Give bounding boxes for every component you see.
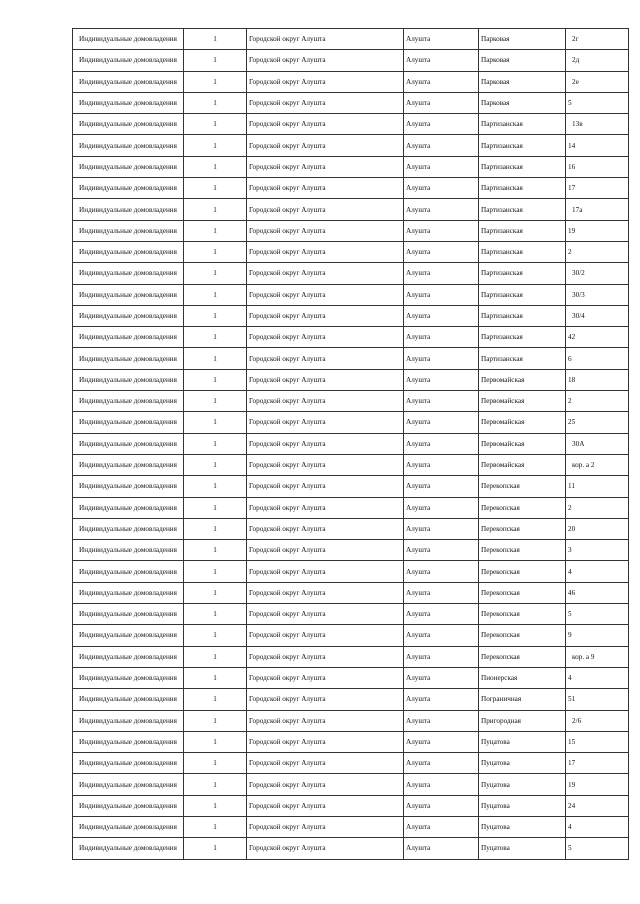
cell-city: Алушта [404,348,479,369]
cell-building-type: Индивидуальные домовладения [73,774,184,795]
cell-district: Городской округ Алушта [247,816,404,837]
cell-house-number: 2г [566,29,629,50]
table-row [73,178,629,199]
cell-district: Городской округ Алушта [247,561,404,582]
cell-quantity: 1 [184,135,247,156]
cell-city: Алушта [404,838,479,859]
cell-district: Городской округ Алушта [247,369,404,390]
cell-house-number: 6 [566,348,629,369]
cell-quantity: 1 [184,220,247,241]
table-row [73,774,629,795]
cell-house-number: 15 [566,731,629,752]
cell-house-number: 30А [566,433,629,454]
cell-house-number: 3 [566,540,629,561]
cell-city: Алушта [404,92,479,113]
cell-street: Парковая [479,92,566,113]
cell-building-type: Индивидуальные домовладения [73,795,184,816]
cell-building-type: Индивидуальные домовладения [73,178,184,199]
cell-house-number: 30/3 [566,284,629,305]
cell-city: Алушта [404,540,479,561]
cell-quantity: 1 [184,156,247,177]
table-row [73,92,629,113]
cell-quantity: 1 [184,646,247,667]
cell-street: Партизанская [479,327,566,348]
table-row [73,582,629,603]
cell-street: Партизанская [479,199,566,220]
cell-street: Пуцатова [479,838,566,859]
cell-city: Алушта [404,753,479,774]
cell-building-type: Индивидуальные домовладения [73,816,184,837]
cell-quantity: 1 [184,667,247,688]
cell-quantity: 1 [184,263,247,284]
cell-city: Алушта [404,667,479,688]
table-row [73,114,629,135]
table-row [73,689,629,710]
table-row [73,731,629,752]
cell-building-type: Индивидуальные домовладения [73,497,184,518]
cell-district: Городской округ Алушта [247,220,404,241]
cell-quantity: 1 [184,71,247,92]
cell-city: Алушта [404,327,479,348]
cell-building-type: Индивидуальные домовладения [73,454,184,475]
table-row [73,29,629,50]
cell-house-number: 2д [566,50,629,71]
cell-street: Партизанская [479,156,566,177]
cell-house-number: 20 [566,518,629,539]
cell-street: Перекопская [479,604,566,625]
cell-building-type: Индивидуальные домовладения [73,433,184,454]
cell-quantity: 1 [184,412,247,433]
cell-house-number: 5 [566,92,629,113]
cell-building-type: Индивидуальные домовладения [73,604,184,625]
table-row [73,518,629,539]
cell-street: Первомайская [479,369,566,390]
table-row [73,454,629,475]
cell-city: Алушта [404,689,479,710]
cell-building-type: Индивидуальные домовладения [73,518,184,539]
table-row [73,667,629,688]
cell-quantity: 1 [184,178,247,199]
cell-district: Городской округ Алушта [247,625,404,646]
address-table [72,28,629,860]
cell-district: Городской округ Алушта [247,731,404,752]
cell-district: Городской округ Алушта [247,391,404,412]
cell-house-number: 24 [566,795,629,816]
cell-building-type: Индивидуальные домовладения [73,625,184,646]
table-row [73,476,629,497]
cell-quantity: 1 [184,327,247,348]
cell-building-type: Индивидуальные домовладения [73,540,184,561]
table-row [73,753,629,774]
cell-district: Городской округ Алушта [247,497,404,518]
cell-district: Городской округ Алушта [247,284,404,305]
cell-district: Городской округ Алушта [247,114,404,135]
cell-house-number: 19 [566,220,629,241]
cell-house-number: 30/4 [566,305,629,326]
cell-quantity: 1 [184,348,247,369]
table-row [73,241,629,262]
cell-city: Алушта [404,561,479,582]
table-row [73,284,629,305]
cell-city: Алушта [404,774,479,795]
cell-street: Партизанская [479,220,566,241]
cell-house-number: 4 [566,561,629,582]
cell-building-type: Индивидуальные домовладения [73,391,184,412]
cell-house-number: 14 [566,135,629,156]
cell-quantity: 1 [184,774,247,795]
table-row [73,497,629,518]
cell-building-type: Индивидуальные домовладения [73,412,184,433]
cell-district: Городской округ Алушта [247,156,404,177]
cell-city: Алушта [404,369,479,390]
cell-building-type: Индивидуальные домовладения [73,667,184,688]
table-row [73,348,629,369]
cell-house-number: кор. а 2 [566,454,629,475]
table-row [73,795,629,816]
table-row [73,625,629,646]
cell-quantity: 1 [184,199,247,220]
cell-district: Городской округ Алушта [247,753,404,774]
cell-house-number: 2 [566,241,629,262]
table-row [73,199,629,220]
cell-district: Городской округ Алушта [247,50,404,71]
cell-city: Алушта [404,71,479,92]
cell-quantity: 1 [184,561,247,582]
cell-district: Городской округ Алушта [247,305,404,326]
cell-street: Пионерская [479,667,566,688]
table-row [73,369,629,390]
cell-quantity: 1 [184,604,247,625]
cell-city: Алушта [404,135,479,156]
cell-district: Городской округ Алушта [247,92,404,113]
table-row [73,305,629,326]
cell-street: Первомайская [479,454,566,475]
cell-quantity: 1 [184,816,247,837]
cell-quantity: 1 [184,731,247,752]
cell-street: Пуцатова [479,774,566,795]
cell-street: Пуцатова [479,731,566,752]
cell-district: Городской округ Алушта [247,689,404,710]
table-row [73,220,629,241]
table-row [73,604,629,625]
cell-city: Алушта [404,518,479,539]
cell-quantity: 1 [184,795,247,816]
cell-building-type: Индивидуальные домовладения [73,135,184,156]
cell-building-type: Индивидуальные домовладения [73,838,184,859]
cell-street: Перекопская [479,540,566,561]
cell-building-type: Индивидуальные домовладения [73,561,184,582]
table-row [73,263,629,284]
table-row [73,540,629,561]
cell-street: Партизанская [479,263,566,284]
table-row [73,327,629,348]
cell-quantity: 1 [184,50,247,71]
cell-quantity: 1 [184,284,247,305]
cell-house-number: 18 [566,369,629,390]
cell-building-type: Индивидуальные домовладения [73,753,184,774]
cell-district: Городской округ Алушта [247,241,404,262]
cell-city: Алушта [404,710,479,731]
cell-building-type: Индивидуальные домовладения [73,50,184,71]
cell-street: Партизанская [479,305,566,326]
cell-street: Партизанская [479,348,566,369]
cell-house-number: 2 [566,497,629,518]
cell-district: Городской округ Алушта [247,540,404,561]
cell-city: Алушта [404,305,479,326]
cell-street: Пуцатова [479,816,566,837]
cell-district: Городской округ Алушта [247,518,404,539]
cell-building-type: Индивидуальные домовладения [73,114,184,135]
cell-street: Перекопская [479,561,566,582]
table-row [73,71,629,92]
cell-quantity: 1 [184,29,247,50]
cell-street: Пригородная [479,710,566,731]
cell-building-type: Индивидуальные домовладения [73,29,184,50]
table-row [73,561,629,582]
cell-house-number: 16 [566,156,629,177]
cell-house-number: 46 [566,582,629,603]
cell-district: Городской округ Алушта [247,710,404,731]
cell-house-number: 25 [566,412,629,433]
cell-house-number: 30/2 [566,263,629,284]
cell-district: Городской округ Алушта [247,476,404,497]
cell-quantity: 1 [184,582,247,603]
cell-city: Алушта [404,604,479,625]
cell-street: Пуцатова [479,795,566,816]
cell-house-number: 51 [566,689,629,710]
address-table-body [73,29,629,860]
cell-house-number: 5 [566,604,629,625]
cell-city: Алушта [404,263,479,284]
cell-house-number: 2е [566,71,629,92]
cell-street: Перекопская [479,518,566,539]
cell-city: Алушта [404,114,479,135]
cell-quantity: 1 [184,114,247,135]
cell-street: Первомайская [479,433,566,454]
cell-building-type: Индивидуальные домовладения [73,156,184,177]
cell-building-type: Индивидуальные домовладения [73,220,184,241]
cell-quantity: 1 [184,92,247,113]
cell-quantity: 1 [184,369,247,390]
cell-building-type: Индивидуальные домовладения [73,476,184,497]
cell-street: Парковая [479,29,566,50]
cell-street: Партизанская [479,114,566,135]
cell-district: Городской округ Алушта [247,774,404,795]
cell-house-number: 17 [566,178,629,199]
cell-city: Алушта [404,731,479,752]
cell-city: Алушта [404,433,479,454]
cell-quantity: 1 [184,391,247,412]
cell-district: Городской округ Алушта [247,348,404,369]
cell-city: Алушта [404,284,479,305]
cell-district: Городской округ Алушта [247,433,404,454]
cell-street: Перекопская [479,625,566,646]
cell-city: Алушта [404,220,479,241]
cell-city: Алушта [404,497,479,518]
cell-street: Парковая [479,71,566,92]
cell-house-number: 11 [566,476,629,497]
cell-building-type: Индивидуальные домовладения [73,348,184,369]
cell-building-type: Индивидуальные домовладения [73,646,184,667]
cell-district: Городской округ Алушта [247,582,404,603]
cell-street: Партизанская [479,178,566,199]
cell-street: Перекопская [479,582,566,603]
cell-city: Алушта [404,241,479,262]
cell-street: Парковая [479,50,566,71]
cell-house-number: 2/6 [566,710,629,731]
cell-quantity: 1 [184,241,247,262]
cell-district: Городской округ Алушта [247,263,404,284]
cell-street: Партизанская [479,135,566,156]
cell-building-type: Индивидуальные домовладения [73,92,184,113]
cell-building-type: Индивидуальные домовладения [73,369,184,390]
cell-street: Партизанская [479,241,566,262]
cell-district: Городской округ Алушта [247,29,404,50]
cell-city: Алушта [404,29,479,50]
cell-house-number: кор. а 9 [566,646,629,667]
document-page [72,28,620,860]
cell-house-number: 4 [566,816,629,837]
cell-quantity: 1 [184,625,247,646]
cell-city: Алушта [404,156,479,177]
cell-quantity: 1 [184,689,247,710]
cell-district: Городской округ Алушта [247,135,404,156]
cell-quantity: 1 [184,540,247,561]
cell-street: Первомайская [479,391,566,412]
table-row [73,433,629,454]
table-row [73,391,629,412]
cell-building-type: Индивидуальные домовладения [73,71,184,92]
cell-street: Первомайская [479,412,566,433]
cell-street: Пограничная [479,689,566,710]
cell-district: Городской округ Алушта [247,199,404,220]
cell-house-number: 17а [566,199,629,220]
cell-house-number: 9 [566,625,629,646]
table-row [73,816,629,837]
cell-city: Алушта [404,816,479,837]
cell-district: Городской округ Алушта [247,71,404,92]
cell-building-type: Индивидуальные домовладения [73,241,184,262]
cell-quantity: 1 [184,518,247,539]
cell-city: Алушта [404,391,479,412]
cell-building-type: Индивидуальные домовладения [73,582,184,603]
cell-building-type: Индивидуальные домовладения [73,284,184,305]
cell-district: Городской округ Алушта [247,454,404,475]
cell-city: Алушта [404,412,479,433]
cell-house-number: 19 [566,774,629,795]
cell-city: Алушта [404,50,479,71]
cell-city: Алушта [404,178,479,199]
cell-city: Алушта [404,795,479,816]
cell-district: Городской округ Алушта [247,412,404,433]
table-row [73,135,629,156]
cell-building-type: Индивидуальные домовладения [73,305,184,326]
table-row [73,838,629,859]
cell-house-number: 42 [566,327,629,348]
cell-street: Перекопская [479,476,566,497]
cell-building-type: Индивидуальные домовладения [73,689,184,710]
table-row [73,50,629,71]
cell-quantity: 1 [184,838,247,859]
cell-district: Городской округ Алушта [247,838,404,859]
cell-house-number: 13в [566,114,629,135]
cell-house-number: 5 [566,838,629,859]
table-row [73,710,629,731]
cell-district: Городской округ Алушта [247,646,404,667]
cell-quantity: 1 [184,497,247,518]
cell-house-number: 17 [566,753,629,774]
cell-quantity: 1 [184,710,247,731]
cell-street: Партизанская [479,284,566,305]
cell-district: Городской округ Алушта [247,604,404,625]
cell-district: Городской округ Алушта [247,667,404,688]
cell-city: Алушта [404,199,479,220]
table-row [73,646,629,667]
cell-district: Городской округ Алушта [247,327,404,348]
cell-district: Городской округ Алушта [247,178,404,199]
cell-house-number: 4 [566,667,629,688]
table-row [73,412,629,433]
cell-quantity: 1 [184,454,247,475]
cell-building-type: Индивидуальные домовладения [73,327,184,348]
cell-building-type: Индивидуальные домовладения [73,710,184,731]
cell-quantity: 1 [184,433,247,454]
cell-building-type: Индивидуальные домовладения [73,199,184,220]
cell-quantity: 1 [184,305,247,326]
cell-building-type: Индивидуальные домовладения [73,731,184,752]
cell-city: Алушта [404,582,479,603]
cell-quantity: 1 [184,476,247,497]
cell-street: Перекопская [479,646,566,667]
cell-street: Перекопская [479,497,566,518]
cell-city: Алушта [404,646,479,667]
cell-building-type: Индивидуальные домовладения [73,263,184,284]
cell-city: Алушта [404,625,479,646]
cell-quantity: 1 [184,753,247,774]
cell-district: Городской округ Алушта [247,795,404,816]
cell-house-number: 2 [566,391,629,412]
cell-city: Алушта [404,476,479,497]
cell-city: Алушта [404,454,479,475]
cell-street: Пуцатова [479,753,566,774]
table-row [73,156,629,177]
